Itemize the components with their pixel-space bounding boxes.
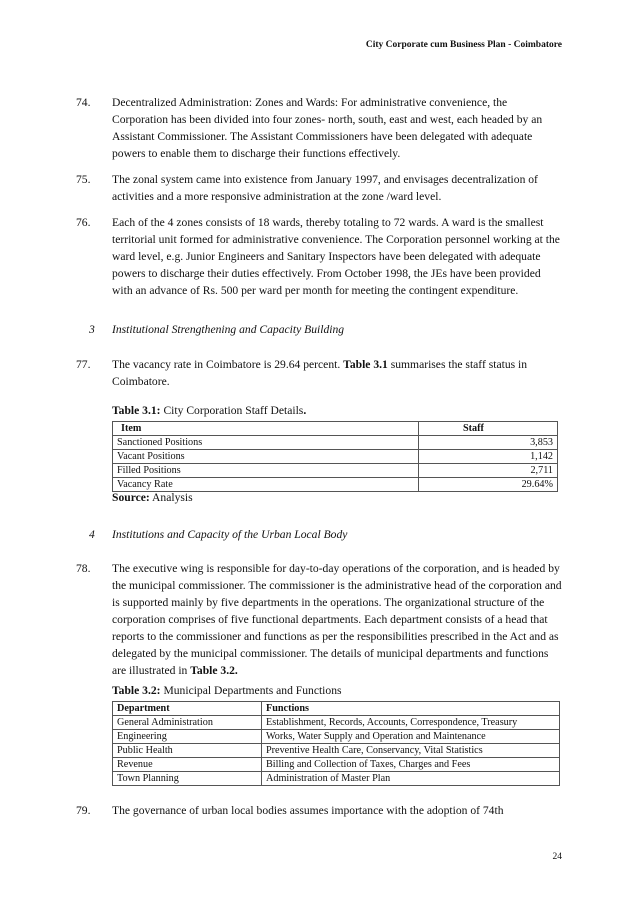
table-3-2-caption bbox=[112, 684, 342, 697]
paragraph-77 bbox=[76, 356, 562, 390]
table-header-row bbox=[113, 702, 560, 716]
table-row bbox=[113, 450, 558, 464]
paragraph-text: Each of the 4 zones consists of 18 wards, thereby totaling to 72 wards. A ward is the smallest territorial unit formed for administrative convenience. The Corporation personnel working at the ward level, e.g. Junior Engineers and Sanitary Inspectors have been delegated with adequate powers to discharge their duties effectively. From October 1998, the JEs have been provided with an advance of Rs. 500 per ward per month for meeting the contingent expenditure. bbox=[112, 216, 560, 297]
source-text: Analysis bbox=[149, 491, 193, 504]
caption-end: . bbox=[303, 404, 307, 417]
section-heading-3 bbox=[89, 323, 344, 336]
table-reference: Table 3.2. bbox=[190, 664, 238, 677]
section-number: 3 bbox=[89, 323, 95, 336]
table-row bbox=[113, 730, 560, 744]
table-row bbox=[113, 772, 560, 786]
paragraph-number: 79. bbox=[76, 804, 91, 817]
row-staff: 3,853 bbox=[419, 436, 558, 450]
row-functions: Works, Water Supply and Operation and Maintenance bbox=[262, 730, 560, 744]
running-header: City Corporate cum Business Plan - Coimbatore bbox=[365, 40, 562, 50]
caption-text: Municipal Departments and Functions bbox=[160, 684, 342, 697]
text-run: summarises the staff status in Coimbatore. bbox=[112, 358, 528, 388]
paragraph-text bbox=[112, 560, 562, 679]
paragraph-number: 76. bbox=[76, 216, 91, 229]
paragraph-text bbox=[112, 356, 562, 390]
row-department: Revenue bbox=[113, 758, 262, 772]
paragraph-number: 74. bbox=[76, 96, 91, 109]
staff-details-table bbox=[112, 421, 558, 492]
table-row bbox=[113, 758, 560, 772]
row-item: Vacancy Rate bbox=[113, 478, 419, 492]
row-department: Public Health bbox=[113, 744, 262, 758]
row-department: Town Planning bbox=[113, 772, 262, 786]
text-run: The executive wing is responsible for day-to-day operations of the corporation, and is headed by the municipal commissioner. The commissioner is the administrative head of the corporation and is supported mainly by five departments in the operations. The organizational structure of the corporation comprises of five functional departments. Each department consists of a head that reports to the commissioner and functions as per the responsibilities prescribed in the Act and as delegated by the municipal commissioner. The details of municipal departments and functions are illustrated in bbox=[112, 562, 562, 677]
table-source bbox=[112, 491, 193, 504]
departments-table bbox=[112, 701, 560, 786]
row-item: Vacant Positions bbox=[113, 450, 419, 464]
row-functions: Billing and Collection of Taxes, Charges and Fees bbox=[262, 758, 560, 772]
paragraph-76 bbox=[76, 214, 562, 316]
header-cell-department: Department bbox=[113, 702, 262, 716]
table-reference: Table 3.1 bbox=[343, 358, 388, 371]
paragraph-number: 77. bbox=[76, 358, 91, 371]
row-staff: 2,711 bbox=[419, 464, 558, 478]
row-item: Filled Positions bbox=[113, 464, 419, 478]
table-row bbox=[113, 436, 558, 450]
row-department: General Administration bbox=[113, 716, 262, 730]
paragraph-75 bbox=[76, 171, 562, 205]
table-header-row bbox=[113, 422, 558, 436]
section-heading-4 bbox=[89, 528, 347, 541]
paragraph-text: Decentralized Administration: Zones and Wards: For administrative convenience, the Corporation has been divided into four zones- north, south, east and west, each headed by an Assistant Commissioner. The Assistant Commissioners have been delegated with adequate powers to enable them to discharge their functions effectively. bbox=[112, 96, 543, 160]
paragraph-text: The zonal system came into existence from January 1997, and envisages decentralization of activities and a more responsive administration at the zone /ward level. bbox=[112, 173, 538, 203]
row-functions: Administration of Master Plan bbox=[262, 772, 560, 786]
source-label: Source: bbox=[112, 491, 150, 504]
section-number: 4 bbox=[89, 528, 95, 541]
row-department: Engineering bbox=[113, 730, 262, 744]
paragraph-number: 75. bbox=[76, 173, 91, 186]
page-number: 24 bbox=[552, 852, 562, 862]
paragraph-text: The governance of urban local bodies assumes importance with the adoption of 74th bbox=[112, 804, 504, 817]
row-staff: 1,142 bbox=[419, 450, 558, 464]
paragraph-79 bbox=[76, 802, 562, 819]
table-row bbox=[113, 464, 558, 478]
table-row bbox=[113, 744, 560, 758]
text-run: The vacancy rate in Coimbatore is 29.64 percent. bbox=[112, 358, 344, 371]
section-title: Institutional Strengthening and Capacity Building bbox=[112, 323, 345, 336]
table-row bbox=[113, 716, 560, 730]
row-staff: 29.64% bbox=[419, 478, 558, 492]
caption-label: Table 3.2: bbox=[112, 684, 161, 697]
row-functions: Establishment, Records, Accounts, Correspondence, Treasury bbox=[262, 716, 560, 730]
table-row bbox=[113, 478, 558, 492]
header-cell-functions: Functions bbox=[262, 702, 560, 716]
paragraph-number: 78. bbox=[76, 562, 91, 575]
row-item: Sanctioned Positions bbox=[113, 436, 419, 450]
paragraph-78 bbox=[76, 560, 562, 679]
row-functions: Preventive Health Care, Conservancy, Vital Statistics bbox=[262, 744, 560, 758]
section-title: Institutions and Capacity of the Urban Local Body bbox=[112, 528, 348, 541]
table-3-1-caption bbox=[112, 404, 306, 417]
header-cell-staff: Staff bbox=[419, 422, 558, 436]
caption-label: Table 3.1: bbox=[112, 404, 161, 417]
paragraph-74 bbox=[76, 94, 562, 162]
caption-text: City Corporation Staff Details bbox=[160, 404, 304, 417]
header-cell-item: Item bbox=[113, 422, 419, 436]
